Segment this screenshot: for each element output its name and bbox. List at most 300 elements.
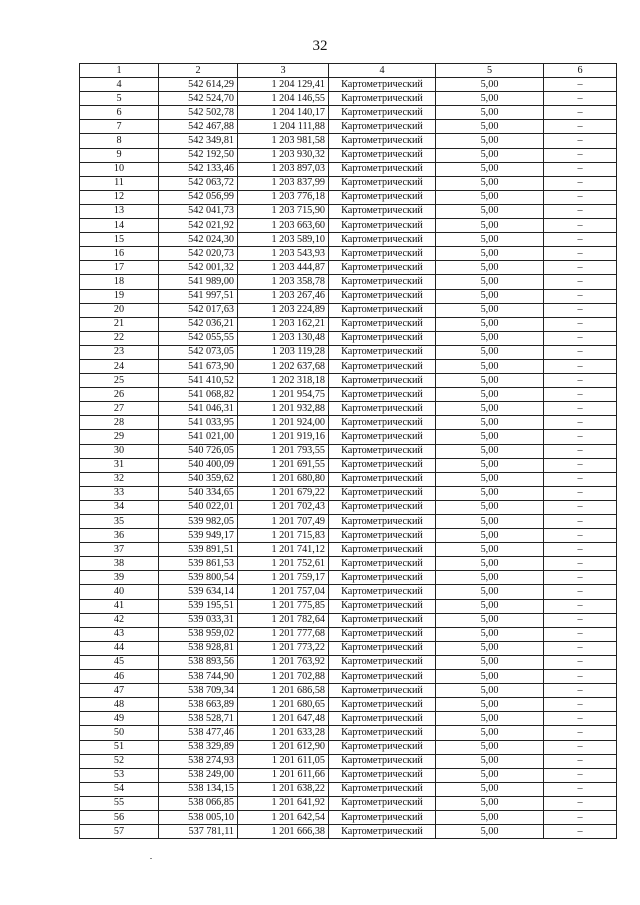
y-coordinate-cell: 1 201 638,22	[238, 782, 329, 796]
note-cell: –	[544, 768, 617, 782]
note-cell: –	[544, 557, 617, 571]
x-coordinate-cell: 539 033,31	[159, 613, 238, 627]
point-number-cell: 40	[80, 585, 159, 599]
accuracy-cell: 5,00	[436, 684, 544, 698]
y-coordinate-cell: 1 201 691,55	[238, 458, 329, 472]
point-number-cell: 30	[80, 444, 159, 458]
method-cell: Картометрический	[329, 444, 436, 458]
note-cell: –	[544, 740, 617, 754]
y-coordinate-cell: 1 203 130,48	[238, 331, 329, 345]
point-number-cell: 4	[80, 78, 159, 92]
y-coordinate-cell: 1 201 741,12	[238, 543, 329, 557]
accuracy-cell: 5,00	[436, 810, 544, 824]
point-number-cell: 21	[80, 317, 159, 331]
accuracy-cell: 5,00	[436, 641, 544, 655]
point-number-cell: 18	[80, 275, 159, 289]
point-number-cell: 7	[80, 120, 159, 134]
accuracy-cell: 5,00	[436, 726, 544, 740]
table-row	[80, 289, 617, 303]
coordinates-table	[79, 63, 617, 839]
point-number-cell: 47	[80, 684, 159, 698]
method-cell: Картометрический	[329, 134, 436, 148]
y-coordinate-cell: 1 203 267,46	[238, 289, 329, 303]
accuracy-cell: 5,00	[436, 430, 544, 444]
table-row	[80, 768, 617, 782]
table-row	[80, 233, 617, 247]
y-coordinate-cell: 1 201 752,61	[238, 557, 329, 571]
method-cell: Картометрический	[329, 712, 436, 726]
table-row	[80, 162, 617, 176]
x-coordinate-cell: 538 959,02	[159, 627, 238, 641]
method-cell: Картометрический	[329, 317, 436, 331]
method-cell: Картометрический	[329, 204, 436, 218]
y-coordinate-cell: 1 204 111,88	[238, 120, 329, 134]
x-coordinate-cell: 542 017,63	[159, 303, 238, 317]
method-cell: Картометрический	[329, 641, 436, 655]
point-number-cell: 15	[80, 233, 159, 247]
method-cell: Картометрический	[329, 402, 436, 416]
note-cell: –	[544, 825, 617, 839]
x-coordinate-cell: 542 349,81	[159, 134, 238, 148]
accuracy-cell: 5,00	[436, 289, 544, 303]
note-cell: –	[544, 655, 617, 669]
accuracy-cell: 5,00	[436, 275, 544, 289]
method-cell: Картометрический	[329, 740, 436, 754]
accuracy-cell: 5,00	[436, 698, 544, 712]
y-coordinate-cell: 1 201 773,22	[238, 641, 329, 655]
note-cell: –	[544, 303, 617, 317]
method-cell: Картометрический	[329, 331, 436, 345]
x-coordinate-cell: 540 400,09	[159, 458, 238, 472]
y-coordinate-cell: 1 201 612,90	[238, 740, 329, 754]
table-row	[80, 134, 617, 148]
table-row	[80, 106, 617, 120]
table-row	[80, 120, 617, 134]
table-row	[80, 515, 617, 529]
point-number-cell: 5	[80, 92, 159, 106]
x-coordinate-cell: 542 133,46	[159, 162, 238, 176]
point-number-cell: 27	[80, 402, 159, 416]
accuracy-cell: 5,00	[436, 712, 544, 726]
point-number-cell: 53	[80, 768, 159, 782]
point-number-cell: 38	[80, 557, 159, 571]
note-cell: –	[544, 233, 617, 247]
table-row	[80, 176, 617, 190]
note-cell: –	[544, 571, 617, 585]
method-cell: Картометрический	[329, 92, 436, 106]
y-coordinate-cell: 1 201 642,54	[238, 810, 329, 824]
method-cell: Картометрический	[329, 416, 436, 430]
x-coordinate-cell: 541 673,90	[159, 359, 238, 373]
table-row	[80, 670, 617, 684]
column-header: 4	[329, 64, 436, 78]
x-coordinate-cell: 538 005,10	[159, 810, 238, 824]
y-coordinate-cell: 1 201 793,55	[238, 444, 329, 458]
y-coordinate-cell: 1 201 680,80	[238, 472, 329, 486]
y-coordinate-cell: 1 201 647,48	[238, 712, 329, 726]
table-row	[80, 754, 617, 768]
method-cell: Картометрический	[329, 472, 436, 486]
note-cell: –	[544, 78, 617, 92]
method-cell: Картометрический	[329, 585, 436, 599]
accuracy-cell: 5,00	[436, 740, 544, 754]
accuracy-cell: 5,00	[436, 219, 544, 233]
x-coordinate-cell: 538 928,81	[159, 641, 238, 655]
x-coordinate-cell: 542 192,50	[159, 148, 238, 162]
x-coordinate-cell: 538 329,89	[159, 740, 238, 754]
note-cell: –	[544, 204, 617, 218]
y-coordinate-cell: 1 201 611,66	[238, 768, 329, 782]
method-cell: Картометрический	[329, 825, 436, 839]
method-cell: Картометрический	[329, 529, 436, 543]
note-cell: –	[544, 444, 617, 458]
method-cell: Картометрический	[329, 78, 436, 92]
accuracy-cell: 5,00	[436, 655, 544, 669]
x-coordinate-cell: 541 410,52	[159, 374, 238, 388]
x-coordinate-cell: 542 073,05	[159, 345, 238, 359]
column-header: 3	[238, 64, 329, 78]
table-row	[80, 557, 617, 571]
note-cell: –	[544, 698, 617, 712]
y-coordinate-cell: 1 202 318,18	[238, 374, 329, 388]
accuracy-cell: 5,00	[436, 388, 544, 402]
point-number-cell: 32	[80, 472, 159, 486]
y-coordinate-cell: 1 201 702,43	[238, 500, 329, 514]
accuracy-cell: 5,00	[436, 613, 544, 627]
table-row	[80, 613, 617, 627]
x-coordinate-cell: 542 021,92	[159, 219, 238, 233]
method-cell: Картометрический	[329, 571, 436, 585]
x-coordinate-cell: 542 524,70	[159, 92, 238, 106]
table-row	[80, 599, 617, 613]
x-coordinate-cell: 538 274,93	[159, 754, 238, 768]
note-cell: –	[544, 134, 617, 148]
accuracy-cell: 5,00	[436, 796, 544, 810]
accuracy-cell: 5,00	[436, 825, 544, 839]
y-coordinate-cell: 1 201 777,68	[238, 627, 329, 641]
x-coordinate-cell: 538 709,34	[159, 684, 238, 698]
accuracy-cell: 5,00	[436, 204, 544, 218]
point-number-cell: 20	[80, 303, 159, 317]
method-cell: Картометрический	[329, 289, 436, 303]
note-cell: –	[544, 219, 617, 233]
x-coordinate-cell: 540 334,65	[159, 486, 238, 500]
point-number-cell: 51	[80, 740, 159, 754]
accuracy-cell: 5,00	[436, 444, 544, 458]
note-cell: –	[544, 486, 617, 500]
table-row	[80, 500, 617, 514]
note-cell: –	[544, 754, 617, 768]
note-cell: –	[544, 359, 617, 373]
accuracy-cell: 5,00	[436, 458, 544, 472]
y-coordinate-cell: 1 201 702,88	[238, 670, 329, 684]
table-row	[80, 92, 617, 106]
point-number-cell: 57	[80, 825, 159, 839]
x-coordinate-cell: 542 036,21	[159, 317, 238, 331]
x-coordinate-cell: 540 022,01	[159, 500, 238, 514]
note-cell: –	[544, 289, 617, 303]
note-cell: –	[544, 670, 617, 684]
x-coordinate-cell: 539 982,05	[159, 515, 238, 529]
point-number-cell: 25	[80, 374, 159, 388]
note-cell: –	[544, 92, 617, 106]
x-coordinate-cell: 542 056,99	[159, 190, 238, 204]
note-cell: –	[544, 515, 617, 529]
method-cell: Картометрический	[329, 247, 436, 261]
method-cell: Картометрический	[329, 768, 436, 782]
method-cell: Картометрический	[329, 543, 436, 557]
y-coordinate-cell: 1 201 932,88	[238, 402, 329, 416]
point-number-cell: 19	[80, 289, 159, 303]
accuracy-cell: 5,00	[436, 543, 544, 557]
y-coordinate-cell: 1 201 954,75	[238, 388, 329, 402]
scan-mark	[150, 858, 152, 859]
y-coordinate-cell: 1 201 775,85	[238, 599, 329, 613]
accuracy-cell: 5,00	[436, 134, 544, 148]
x-coordinate-cell: 538 134,15	[159, 782, 238, 796]
accuracy-cell: 5,00	[436, 571, 544, 585]
point-number-cell: 24	[80, 359, 159, 373]
accuracy-cell: 5,00	[436, 345, 544, 359]
accuracy-cell: 5,00	[436, 557, 544, 571]
method-cell: Картометрический	[329, 374, 436, 388]
accuracy-cell: 5,00	[436, 585, 544, 599]
point-number-cell: 9	[80, 148, 159, 162]
x-coordinate-cell: 538 477,46	[159, 726, 238, 740]
y-coordinate-cell: 1 201 919,16	[238, 430, 329, 444]
note-cell: –	[544, 162, 617, 176]
method-cell: Картометрический	[329, 754, 436, 768]
point-number-cell: 43	[80, 627, 159, 641]
note-cell: –	[544, 613, 617, 627]
table-row	[80, 543, 617, 557]
x-coordinate-cell: 538 663,89	[159, 698, 238, 712]
point-number-cell: 26	[80, 388, 159, 402]
note-cell: –	[544, 726, 617, 740]
note-cell: –	[544, 684, 617, 698]
note-cell: –	[544, 430, 617, 444]
column-header: 5	[436, 64, 544, 78]
x-coordinate-cell: 541 033,95	[159, 416, 238, 430]
note-cell: –	[544, 331, 617, 345]
x-coordinate-cell: 541 068,82	[159, 388, 238, 402]
method-cell: Картометрический	[329, 726, 436, 740]
point-number-cell: 37	[80, 543, 159, 557]
point-number-cell: 36	[80, 529, 159, 543]
method-cell: Картометрический	[329, 698, 436, 712]
x-coordinate-cell: 539 861,53	[159, 557, 238, 571]
point-number-cell: 12	[80, 190, 159, 204]
table-row	[80, 78, 617, 92]
point-number-cell: 16	[80, 247, 159, 261]
table-row	[80, 627, 617, 641]
x-coordinate-cell: 539 949,17	[159, 529, 238, 543]
point-number-cell: 35	[80, 515, 159, 529]
table-row	[80, 740, 617, 754]
method-cell: Картометрический	[329, 796, 436, 810]
method-cell: Картометрический	[329, 345, 436, 359]
point-number-cell: 23	[80, 345, 159, 359]
y-coordinate-cell: 1 201 633,28	[238, 726, 329, 740]
table-row	[80, 641, 617, 655]
accuracy-cell: 5,00	[436, 176, 544, 190]
note-cell: –	[544, 106, 617, 120]
note-cell: –	[544, 402, 617, 416]
method-cell: Картометрический	[329, 486, 436, 500]
method-cell: Картометрический	[329, 670, 436, 684]
point-number-cell: 48	[80, 698, 159, 712]
table-row	[80, 317, 617, 331]
x-coordinate-cell: 540 726,05	[159, 444, 238, 458]
accuracy-cell: 5,00	[436, 754, 544, 768]
note-cell: –	[544, 782, 617, 796]
method-cell: Картометрический	[329, 557, 436, 571]
method-cell: Картометрический	[329, 275, 436, 289]
x-coordinate-cell: 541 046,31	[159, 402, 238, 416]
point-number-cell: 56	[80, 810, 159, 824]
y-coordinate-cell: 1 201 680,65	[238, 698, 329, 712]
column-header: 6	[544, 64, 617, 78]
method-cell: Картометрический	[329, 782, 436, 796]
method-cell: Картометрический	[329, 458, 436, 472]
x-coordinate-cell: 538 066,85	[159, 796, 238, 810]
accuracy-cell: 5,00	[436, 599, 544, 613]
note-cell: –	[544, 374, 617, 388]
table-row	[80, 275, 617, 289]
accuracy-cell: 5,00	[436, 374, 544, 388]
point-number-cell: 29	[80, 430, 159, 444]
accuracy-cell: 5,00	[436, 233, 544, 247]
method-cell: Картометрический	[329, 233, 436, 247]
y-coordinate-cell: 1 203 981,58	[238, 134, 329, 148]
x-coordinate-cell: 537 781,11	[159, 825, 238, 839]
x-coordinate-cell: 539 195,51	[159, 599, 238, 613]
method-cell: Картометрический	[329, 388, 436, 402]
point-number-cell: 54	[80, 782, 159, 796]
method-cell: Картометрический	[329, 627, 436, 641]
column-header: 2	[159, 64, 238, 78]
table-row	[80, 430, 617, 444]
note-cell: –	[544, 176, 617, 190]
point-number-cell: 42	[80, 613, 159, 627]
point-number-cell: 50	[80, 726, 159, 740]
x-coordinate-cell: 542 055,55	[159, 331, 238, 345]
x-coordinate-cell: 541 997,51	[159, 289, 238, 303]
point-number-cell: 52	[80, 754, 159, 768]
accuracy-cell: 5,00	[436, 768, 544, 782]
y-coordinate-cell: 1 201 759,17	[238, 571, 329, 585]
y-coordinate-cell: 1 203 663,60	[238, 219, 329, 233]
point-number-cell: 8	[80, 134, 159, 148]
method-cell: Картометрический	[329, 303, 436, 317]
accuracy-cell: 5,00	[436, 782, 544, 796]
point-number-cell: 33	[80, 486, 159, 500]
x-coordinate-cell: 542 502,78	[159, 106, 238, 120]
y-coordinate-cell: 1 201 715,83	[238, 529, 329, 543]
accuracy-cell: 5,00	[436, 303, 544, 317]
point-number-cell: 11	[80, 176, 159, 190]
table-row	[80, 782, 617, 796]
method-cell: Картометрический	[329, 190, 436, 204]
note-cell: –	[544, 416, 617, 430]
y-coordinate-cell: 1 201 782,64	[238, 613, 329, 627]
table-row	[80, 402, 617, 416]
method-cell: Картометрический	[329, 120, 436, 134]
x-coordinate-cell: 541 021,00	[159, 430, 238, 444]
table-row	[80, 684, 617, 698]
accuracy-cell: 5,00	[436, 402, 544, 416]
accuracy-cell: 5,00	[436, 416, 544, 430]
y-coordinate-cell: 1 203 837,99	[238, 176, 329, 190]
method-cell: Картометрический	[329, 684, 436, 698]
accuracy-cell: 5,00	[436, 247, 544, 261]
accuracy-cell: 5,00	[436, 331, 544, 345]
point-number-cell: 22	[80, 331, 159, 345]
accuracy-cell: 5,00	[436, 317, 544, 331]
table-row	[80, 712, 617, 726]
method-cell: Картометрический	[329, 810, 436, 824]
y-coordinate-cell: 1 203 358,78	[238, 275, 329, 289]
table-row	[80, 458, 617, 472]
table-row	[80, 726, 617, 740]
table-row	[80, 204, 617, 218]
x-coordinate-cell: 539 891,51	[159, 543, 238, 557]
table-row	[80, 529, 617, 543]
accuracy-cell: 5,00	[436, 529, 544, 543]
point-number-cell: 45	[80, 655, 159, 669]
point-number-cell: 49	[80, 712, 159, 726]
table-row	[80, 388, 617, 402]
x-coordinate-cell: 540 359,62	[159, 472, 238, 486]
note-cell: –	[544, 148, 617, 162]
note-cell: –	[544, 275, 617, 289]
note-cell: –	[544, 585, 617, 599]
accuracy-cell: 5,00	[436, 92, 544, 106]
accuracy-cell: 5,00	[436, 627, 544, 641]
table-row	[80, 374, 617, 388]
y-coordinate-cell: 1 203 444,87	[238, 261, 329, 275]
table-row	[80, 345, 617, 359]
point-number-cell: 55	[80, 796, 159, 810]
x-coordinate-cell: 542 614,29	[159, 78, 238, 92]
x-coordinate-cell: 542 467,88	[159, 120, 238, 134]
table-row	[80, 825, 617, 839]
y-coordinate-cell: 1 203 589,10	[238, 233, 329, 247]
accuracy-cell: 5,00	[436, 500, 544, 514]
method-cell: Картометрический	[329, 162, 436, 176]
table-row	[80, 486, 617, 500]
note-cell: –	[544, 388, 617, 402]
y-coordinate-cell: 1 201 924,00	[238, 416, 329, 430]
x-coordinate-cell: 538 528,71	[159, 712, 238, 726]
table-row	[80, 359, 617, 373]
point-number-cell: 28	[80, 416, 159, 430]
accuracy-cell: 5,00	[436, 486, 544, 500]
accuracy-cell: 5,00	[436, 162, 544, 176]
accuracy-cell: 5,00	[436, 515, 544, 529]
accuracy-cell: 5,00	[436, 472, 544, 486]
column-header: 1	[80, 64, 159, 78]
point-number-cell: 41	[80, 599, 159, 613]
y-coordinate-cell: 1 203 930,32	[238, 148, 329, 162]
y-coordinate-cell: 1 203 162,21	[238, 317, 329, 331]
table-row	[80, 655, 617, 669]
method-cell: Картометрический	[329, 359, 436, 373]
y-coordinate-cell: 1 202 637,68	[238, 359, 329, 373]
accuracy-cell: 5,00	[436, 120, 544, 134]
table-row	[80, 444, 617, 458]
table-row	[80, 416, 617, 430]
